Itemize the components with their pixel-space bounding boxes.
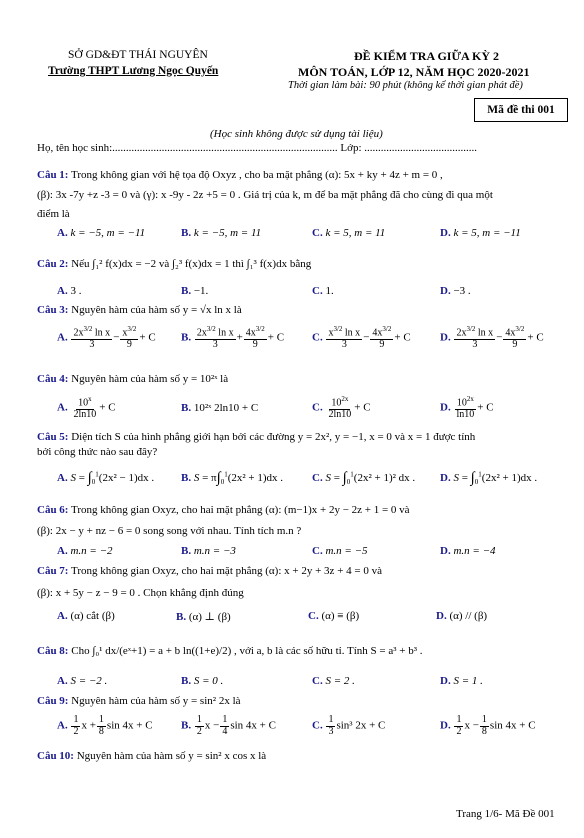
question-1-line3 xyxy=(37,208,70,220)
question-label: Câu 8: xyxy=(37,645,69,657)
q6-option-a: A. m.n = −2 xyxy=(57,545,113,557)
question-label: Câu 7: xyxy=(37,565,69,577)
q7-option-c: C. (α) ≡ (β) xyxy=(308,610,360,622)
q9-option-c: C. $\frac{1}{3}$ sin³ 2x + C xyxy=(312,714,386,737)
question-label: Câu 9: xyxy=(37,695,69,707)
question-label: Câu 1: xyxy=(37,169,69,181)
question-text: bởi công thức nào sau đây? xyxy=(37,446,158,458)
exam-code-box xyxy=(474,98,568,122)
q9-option-b: B. $\frac{1}{2}$ x − $\frac{1}{4}$ sin 4x + C xyxy=(181,714,276,737)
q3-option-a: A. $\frac{2x^{3/2} \ln x}{3}$ − $\frac{x^{3/2}}{9}$ + C xyxy=(57,325,156,350)
question-label: Câu 10: xyxy=(37,750,74,762)
question-label: Câu 6: xyxy=(37,504,69,516)
q1-option-a: A. k = −5, m = −11 xyxy=(57,227,146,239)
q6-option-d: D. m.n = −4 xyxy=(440,545,496,557)
question-text: Cho ∫₀¹ dx/(eˣ+1) = a + b ln((1+e)/2) , với a, b là các số hữu tỉ. Tính S = a³ + b³ . xyxy=(71,645,423,657)
q8-option-a: A. S = −2 . xyxy=(57,675,108,687)
q3-option-c: C. $\frac{x^{3/2} \ln x}{3}$ − $\frac{4x^{3/2}}{9}$ + C xyxy=(312,325,411,350)
q5-option-c: C. $S = \int_0^1(2x^2 + 1)^2$ dx . xyxy=(312,470,416,487)
q8-option-b: B. S = 0 . xyxy=(181,675,224,687)
question-text: Nguyên hàm của hàm số y = 10²ˣ là xyxy=(71,373,229,385)
q2-option-a: A. 3 . xyxy=(57,285,82,297)
q9-option-a: A. $\frac{1}{2}$ x + $\frac{1}{8}$ sin 4x + C xyxy=(57,714,153,737)
question-text: Trong không gian với hệ tọa độ Oxyz , cho ba mặt phẳng (α): 5x + ky + 4z + m = 0 , xyxy=(71,169,443,181)
question-text: Trong không gian Oxyz, cho hai mặt phẳng (α): (m−1)x + 2y − 2z + 1 = 0 và xyxy=(71,504,410,516)
question-4 xyxy=(37,373,228,385)
question-1-line2 xyxy=(37,189,493,201)
question-label: Câu 4: xyxy=(37,373,69,385)
q9-option-d: D. $\frac{1}{2}$ x − $\frac{1}{8}$ sin 4x + C xyxy=(440,714,536,737)
exam-subject: MÔN TOÁN, LỚP 12, NĂM HỌC 2020-2021 xyxy=(298,65,530,79)
q2-option-c: C. 1. xyxy=(312,285,334,297)
question-7-line2 xyxy=(37,587,244,599)
question-label: Câu 2: xyxy=(37,258,69,270)
q7-option-d: D. (α) // (β) xyxy=(436,610,488,622)
q1-option-b: B. k = −5, m = 11 xyxy=(181,227,262,239)
question-8 xyxy=(37,645,423,657)
question-3 xyxy=(37,304,242,316)
question-5 xyxy=(37,431,475,443)
q6-option-b: B. m.n = −3 xyxy=(181,545,236,557)
page-footer: Trang 1/6- Mã Đề 001 xyxy=(456,808,555,820)
q5-option-b: B. $S = \pi\int_0^1(2x^2 + 1)dx$ . xyxy=(181,470,284,487)
question-text: Nếu ∫₁² f(x)dx = −2 và ∫₂³ f(x)dx = 1 thì ∫₁³ f(x)dx bằng xyxy=(71,258,312,270)
question-6-line2 xyxy=(37,525,301,537)
question-text: (β): 3x -7y +z -3 = 0 và (γ): x -9y - 2z +5 = 0 . Giá trị của k, m để ba mặt phẳng đã cho cùng đi qua một xyxy=(37,189,493,201)
question-6 xyxy=(37,504,410,516)
q3-option-b: B. $\frac{2x^{3/2} \ln x}{3}$ + $\frac{4x^{3/2}}{9}$ + C xyxy=(181,325,285,350)
q3-option-d: D. $\frac{2x^{3/2} \ln x}{3}$ − $\frac{4x^{3/2}}{9}$ + C xyxy=(440,325,544,350)
q4-option-b: B. 10²ˣ 2ln10 + C xyxy=(181,402,259,414)
q2-option-d: D. −3 . xyxy=(440,285,471,297)
question-2 xyxy=(37,258,311,270)
department-name: SỞ GD&ĐT THÁI NGUYÊN xyxy=(68,49,208,61)
question-text: (β): x + 5y − z − 9 = 0 . Chọn khẳng định đúng xyxy=(37,587,244,599)
question-text: Nguyên hàm của hàm số y = √x ln x là xyxy=(71,304,242,316)
q4-option-a: A. $\frac{10^x}{2\ln 10}$ + C xyxy=(57,395,116,420)
question-label: Câu 3: xyxy=(37,304,69,316)
question-text: Nguyên hàm của hàm số y = sin² 2x là xyxy=(71,695,241,707)
question-text: điểm là xyxy=(37,208,70,220)
question-5-line2 xyxy=(37,446,157,458)
q1-option-d: D. k = 5, m = −11 xyxy=(440,227,521,239)
exam-note: (Học sinh không được sử dụng tài liệu) xyxy=(210,128,383,140)
q4-option-d: D. $\frac{10^{2x}}{\ln 10}$ + C xyxy=(440,395,494,420)
q4-option-c: C. $\frac{10^{2x}}{2\ln 10}$ + C xyxy=(312,395,371,420)
question-9 xyxy=(37,695,241,707)
q1-option-c: C. k = 5, m = 11 xyxy=(312,227,386,239)
question-10 xyxy=(37,750,266,762)
question-text: Trong không gian Oxyz, cho hai mặt phẳng (α): x + 2y + 3z + 4 = 0 và xyxy=(71,565,382,577)
q5-option-d: D. $S = \int_0^1(2x^2 + 1)dx$ . xyxy=(440,470,538,487)
question-text: (β): 2x − y + nz − 6 = 0 song song với nhau. Tính tích m.n ? xyxy=(37,525,302,537)
question-text: Diện tích S của hình phẳng giới hạn bởi các đường y = 2x², y = −1, x = 0 và x = 1 được tính xyxy=(71,431,476,443)
q8-option-c: C. S = 2 . xyxy=(312,675,355,687)
q8-option-d: D. S = 1 . xyxy=(440,675,483,687)
exam-time: Thời gian làm bài: 90 phút (không kể thời gian phát đề) xyxy=(288,80,523,91)
student-info-line: Họ, tên học sinh:.................................................................................. Lớp: ......................................... xyxy=(37,142,477,154)
school-name: Trường THPT Lương Ngọc Quyến xyxy=(48,65,219,77)
q7-option-b: B. (α) ⊥ (β) xyxy=(176,611,231,623)
q2-option-b: B. −1. xyxy=(181,285,209,297)
question-7 xyxy=(37,565,382,577)
question-label: Câu 5: xyxy=(37,431,69,443)
exam-code: Mã đề thi 001 xyxy=(487,104,555,116)
q7-option-a: A. (α) cắt (β) xyxy=(57,610,115,622)
q6-option-c: C. m.n = −5 xyxy=(312,545,368,557)
question-text: Nguyên hàm của hàm số y = sin² x cos x là xyxy=(76,750,267,762)
q5-option-a: A. $S = \int_0^1(2x^2 - 1)dx$ . xyxy=(57,470,155,487)
question-1 xyxy=(37,169,443,181)
exam-title: ĐỀ KIỂM TRA GIỮA KỲ 2 xyxy=(354,49,500,63)
